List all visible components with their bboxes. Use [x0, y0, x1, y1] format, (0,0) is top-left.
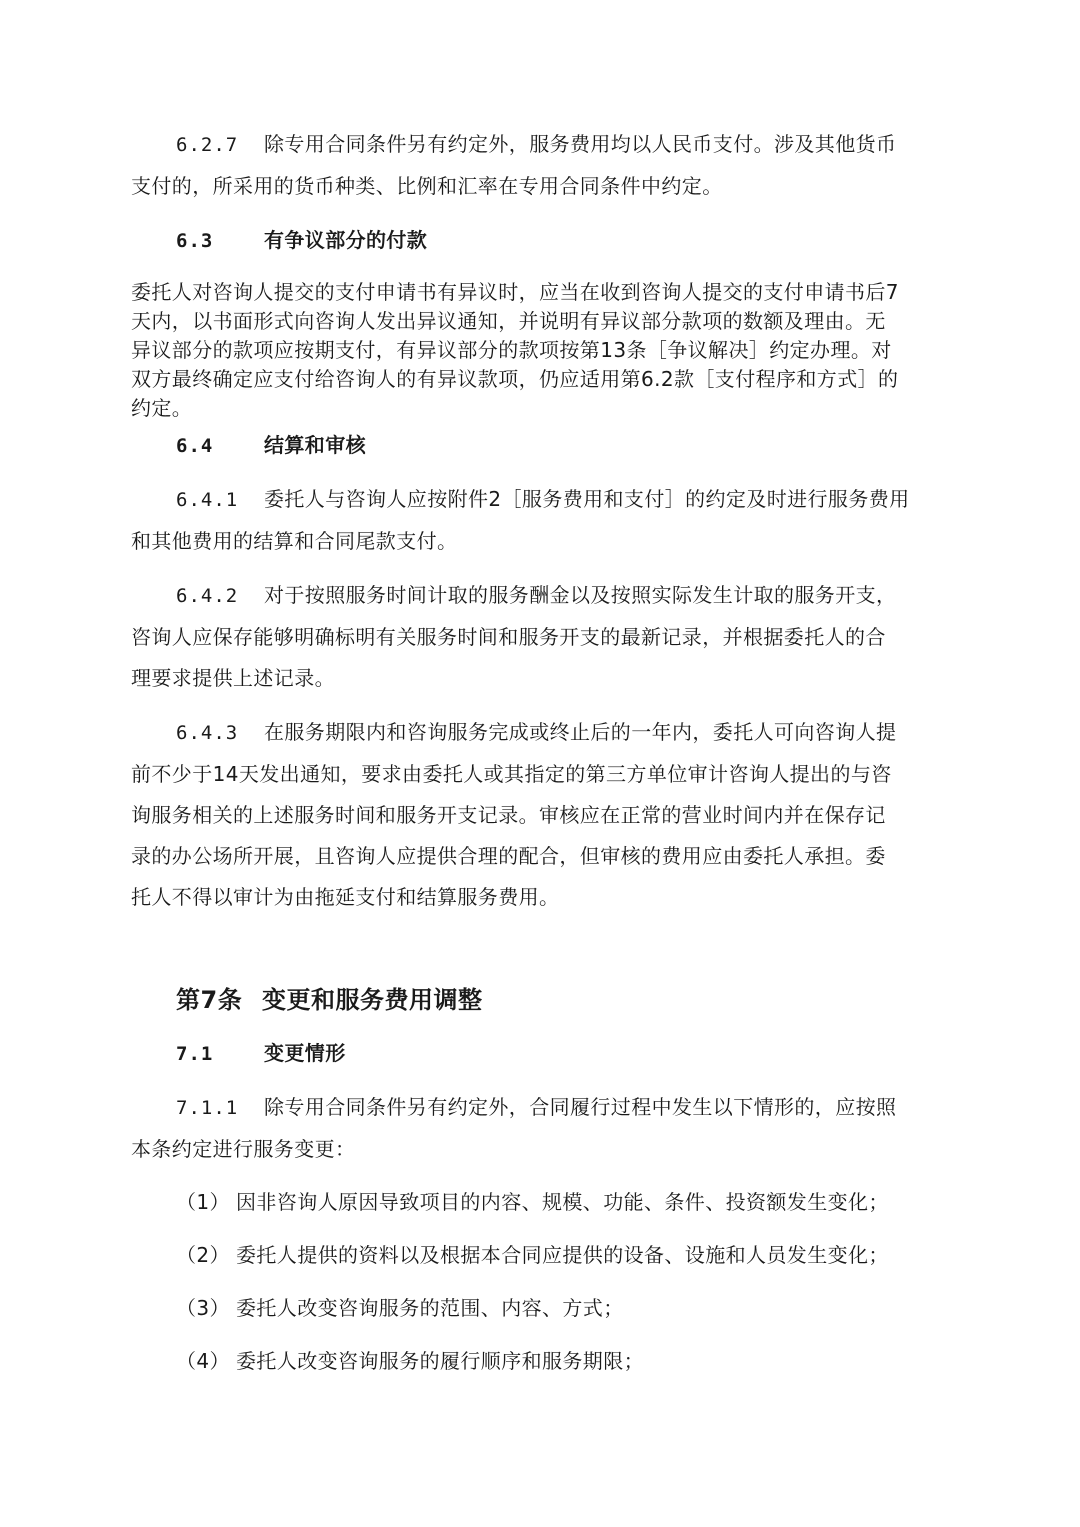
clause-6-4-3: [131, 712, 949, 918]
article-title: 变更和服务费用调整: [262, 986, 483, 1014]
item-number: （2）: [176, 1243, 230, 1267]
section-heading-6-4: [131, 425, 949, 467]
clause-text: 委托人与咨询人应按附件2［服务费用和支付］的约定及时进行服务费用: [264, 487, 910, 511]
section-number: 7.1: [176, 1043, 214, 1065]
list-item: [131, 1341, 949, 1382]
clause-number: 6.4.2: [176, 585, 239, 607]
paragraph-line: 委托人对咨询人提交的支付申请书有异议时，应当在收到咨询人提交的支付申请书后7: [131, 280, 899, 304]
item-text: 委托人改变咨询服务的范围、内容、方式；: [236, 1296, 624, 1320]
paragraph-line: 天内，以书面形式向咨询人发出异议通知，并说明有异议部分款项的数额及理由。无: [131, 309, 886, 333]
section-number: 6.3: [176, 230, 214, 252]
paragraph-line: 异议部分的款项应按期支付，有异议部分的款项按第13条［争议解决］约定办理。对: [131, 338, 892, 362]
item-text: 委托人改变咨询服务的履行顺序和服务期限；: [236, 1349, 644, 1373]
clause-number: 7.1.1: [176, 1097, 239, 1119]
paragraph-line: 双方最终确定应支付给咨询人的有异议款项，仍应适用第6.2款［支付程序和方式］的: [131, 367, 899, 391]
section-title: 有争议部分的付款: [264, 228, 428, 252]
clause-number: 6.4.1: [176, 489, 239, 511]
clause-text: 前不少于14天发出通知，要求由委托人或其指定的第三方单位审计咨询人提出的与咨: [131, 762, 892, 786]
clause-text: 除专用合同条件另有约定外，服务费用均以人民币支付。涉及其他货币: [264, 132, 897, 156]
clause-text: 和其他费用的结算和合同尾款支付。: [131, 529, 458, 553]
clause-text: 支付的，所采用的货币种类、比例和汇率在专用合同条件中约定。: [131, 174, 723, 198]
clause-6-4-2: [131, 575, 949, 699]
section-title: 变更情形: [264, 1041, 346, 1065]
clause-text: 询服务相关的上述服务时间和服务开支记录。审核应在正常的营业时间内并在保存记: [131, 803, 886, 827]
article-number: 第7条: [176, 986, 243, 1014]
clause-text: 在服务期限内和咨询服务完成或终止后的一年内，委托人可向咨询人提: [264, 720, 897, 744]
section-number: 6.4: [176, 435, 214, 457]
item-text: 委托人提供的资料以及根据本合同应提供的设备、设施和人员发生变化；: [236, 1243, 889, 1267]
clause-6-2-7: [131, 124, 949, 207]
clause-text: 理要求提供上述记录。: [131, 666, 335, 690]
clause-text: 录的办公场所开展，且咨询人应提供合理的配合，但审核的费用应由委托人承担。委: [131, 844, 886, 868]
item-number: （4）: [176, 1349, 230, 1373]
clause-text: 对于按照服务时间计取的服务酬金以及按照实际发生计取的服务开支，: [264, 583, 897, 607]
section-heading-6-3: [131, 220, 949, 262]
clause-text: 本条约定进行服务变更：: [131, 1137, 356, 1161]
list-item: [131, 1182, 949, 1223]
clause-7-1-1: [131, 1087, 949, 1170]
article-heading-7: [176, 980, 483, 1015]
clause-text: 托人不得以审计为由拖延支付和结算服务费用。: [131, 885, 560, 909]
paragraph-line: 约定。: [131, 396, 193, 420]
clause-6-4-1: [131, 479, 949, 562]
list-item: [131, 1288, 949, 1329]
clause-text: 除专用合同条件另有约定外，合同履行过程中发生以下情形的，应按照: [264, 1095, 897, 1119]
clause-text: 咨询人应保存能够明确标明有关服务时间和服务开支的最新记录，并根据委托人的合: [131, 625, 886, 649]
section-title: 结算和审核: [264, 433, 366, 457]
clause-number: 6.2.7: [176, 134, 239, 156]
item-text: 因非咨询人原因导致项目的内容、规模、功能、条件、投资额发生变化；: [236, 1190, 889, 1214]
section-heading-7-1: [131, 1033, 949, 1075]
list-item: [131, 1235, 949, 1276]
clause-number: 6.4.3: [176, 722, 239, 744]
item-number: （1）: [176, 1190, 230, 1214]
item-number: （3）: [176, 1296, 230, 1320]
section-6-3-body: [131, 278, 949, 423]
